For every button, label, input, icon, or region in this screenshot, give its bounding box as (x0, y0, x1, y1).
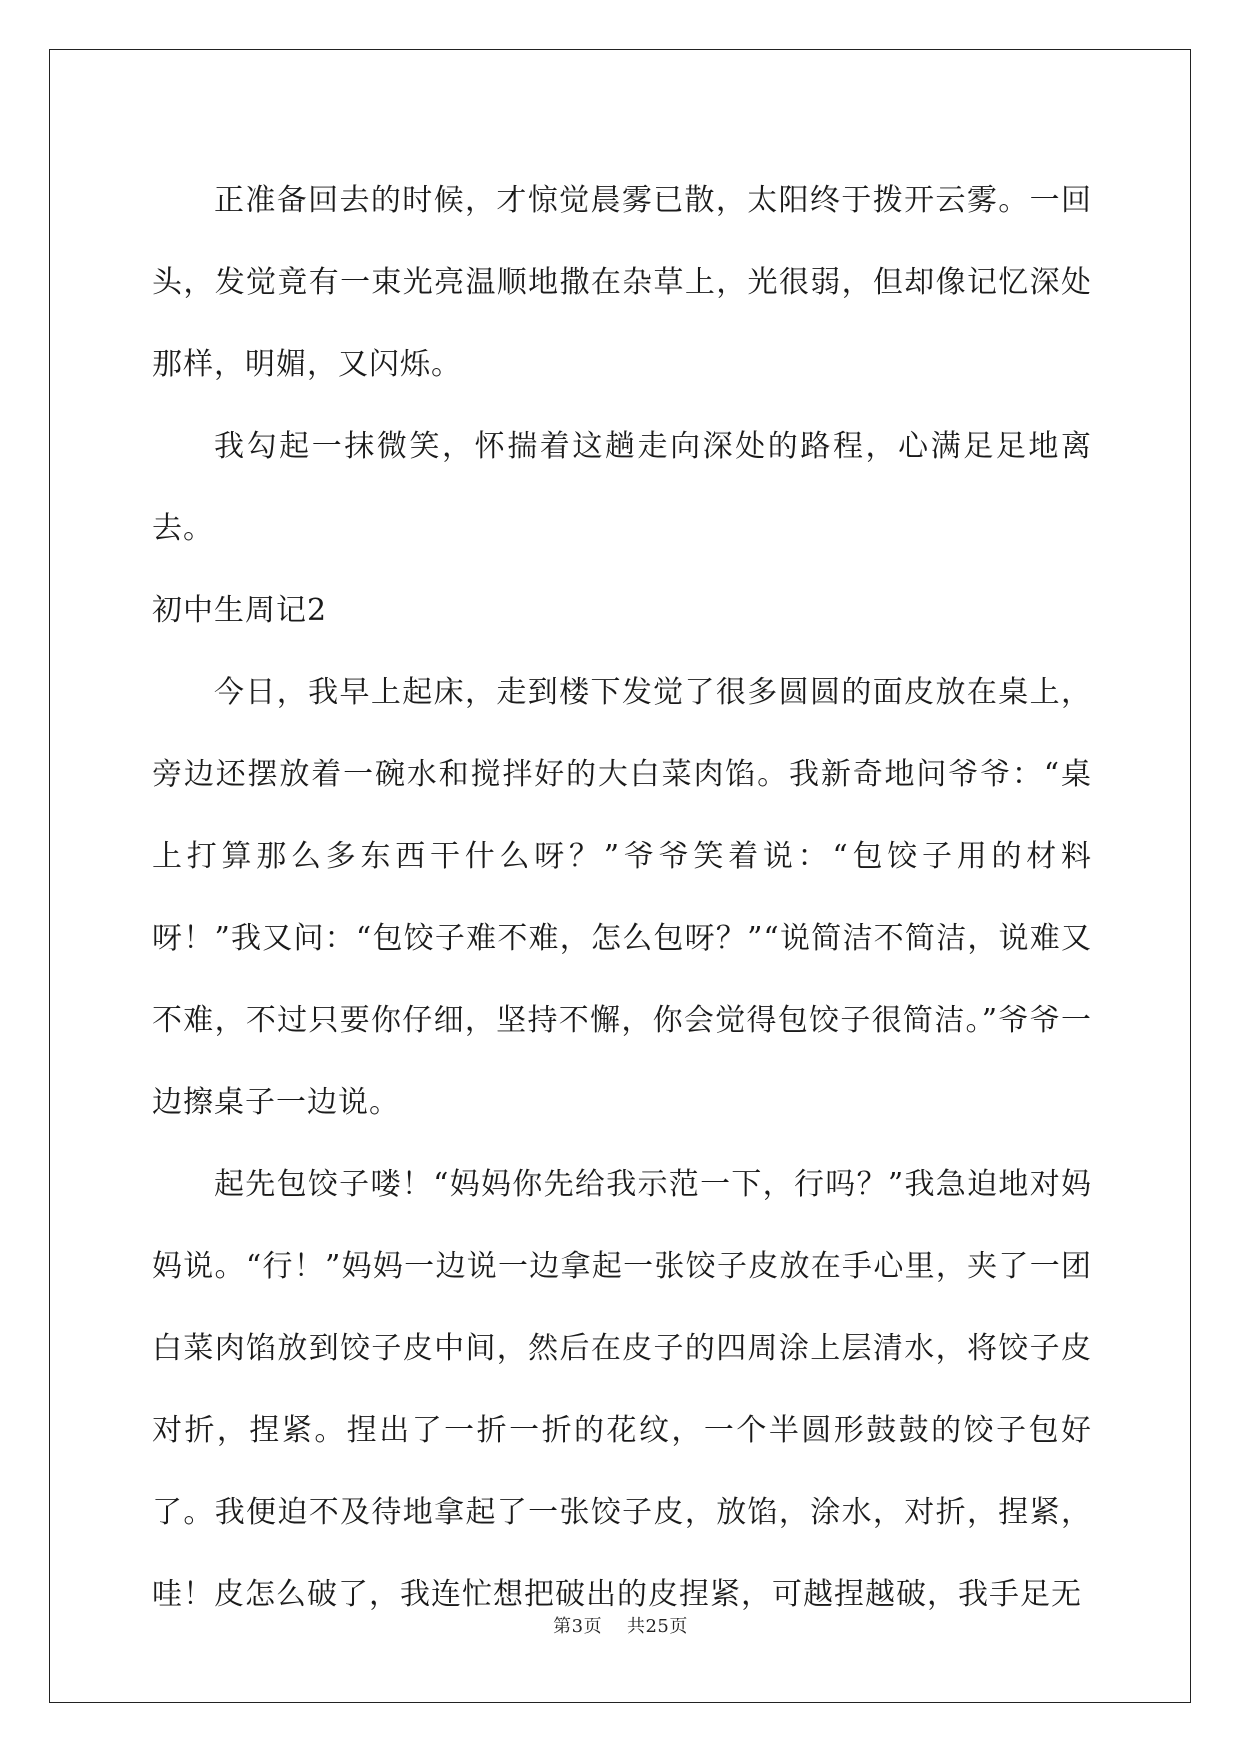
document-body (152, 160, 1092, 1636)
page-total: 共25页 (626, 1616, 688, 1637)
paragraph-2: 我勾起一抹微笑，怀揣着这趟走向深处的路程，心满足足地离去。 (152, 429, 1092, 546)
paragraph-1: 正准备回去的时候，才惊觉晨雾已散，太阳终于拨开云雾。一回头，发觉竟有一束光亮温顺地撒在杂草上，光很弱，但却像记忆深处那样，明媚，又闪烁。 (152, 183, 1092, 382)
page-number: 第3页 (553, 1616, 603, 1637)
paragraph-4: 起先包饺子喽！“妈妈你先给我示范一下，行吗？”我急迫地对妈妈说。“行！”妈妈一边说一边拿起一张饺子皮放在手心里，夹了一团白菜肉馅放到饺子皮中间，然后在皮子的四周涂上层清水，将饺子皮对折，捏紧。捏出了一折一折的花纹，一个半圆形鼓鼓的饺子包好了。我便迫不及待地拿起了一张饺子皮，放馅，涂水，对折，捏紧，哇！皮怎么破了，我连忙想把破出的皮捏紧，可越捏越破，我手足无 (152, 1167, 1092, 1612)
page-footer (0, 1612, 1241, 1638)
paragraph-3: 今日，我早上起床，走到楼下发觉了很多圆圆的面皮放在桌上，旁边还摆放着一碗水和搅拌好的大白菜肉馅。我新奇地问爷爷：“桌上打算那么多东西干什么呀？”爷爷笑着说：“包饺子用的材料呀！”我又问：“包饺子难不难，怎么包呀？”“说简洁不简洁，说难又不难，不过只要你仔细，坚持不懈，你会觉得包饺子很简洁。”爷爷一边擦桌子一边说。 (152, 675, 1092, 1120)
section-heading: 初中生周记2 (152, 593, 328, 628)
